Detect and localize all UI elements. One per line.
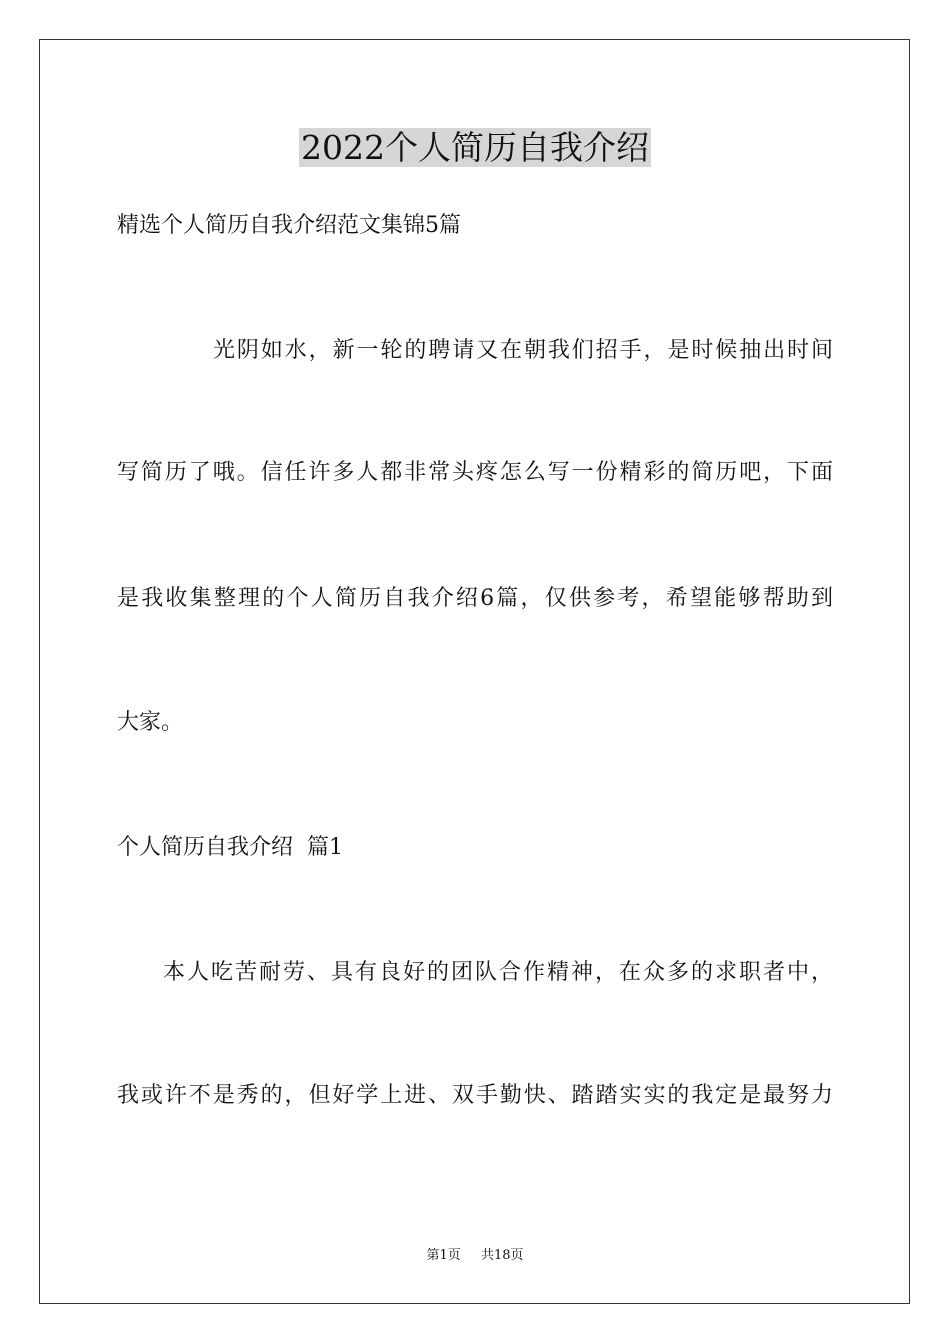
document-title: [0, 126, 950, 170]
document-title-text: 2022个人简历自我介绍: [301, 128, 649, 167]
page-footer: [0, 1247, 950, 1265]
page-number: 第1页: [426, 1248, 461, 1263]
paragraph-line: 写简历了哦。信任许多人都非常头疼怎么写一份精彩的简历吧，下面: [117, 460, 833, 485]
paragraph-line: 我或许不是秀的，但好学上进、双手勤快、踏踏实实的我定是最努力: [117, 1083, 833, 1108]
paragraph-line: 是我收集整理的个人简历自我介绍6篇，仅供参考，希望能够帮助到: [117, 586, 833, 611]
page-total: 共18页: [480, 1248, 524, 1263]
paragraph-line: 光阴如水，新一轮的聘请又在朝我们招手，是时候抽出时间: [213, 338, 833, 363]
section-heading: 个人简历自我介绍 篇1: [117, 835, 343, 860]
paragraph-line: 本人吃苦耐劳、具有良好的团队合作精神，在众多的求职者中，: [163, 960, 833, 985]
paragraph-line: 大家。: [117, 710, 184, 735]
document-subtitle: 精选个人简历自我介绍范文集锦5篇: [117, 213, 461, 238]
